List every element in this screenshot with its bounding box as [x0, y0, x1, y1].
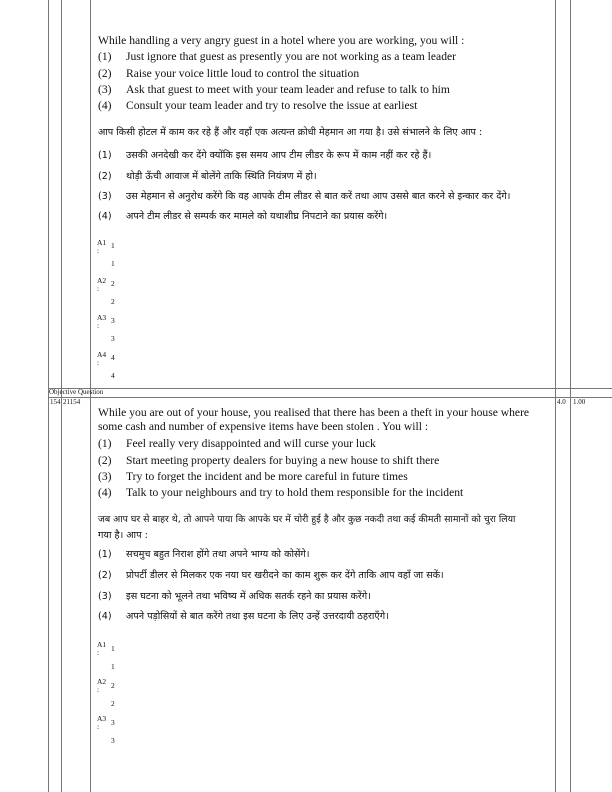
- question-text-line-2: some cash and number of expensive items have been stolen . You will :: [98, 420, 429, 433]
- marks: 4.0: [557, 398, 566, 406]
- question-text: While handling a very angry guest in a hotel where you are working, you will :: [98, 34, 465, 47]
- hindi-option-2: (2) प्रोपर्टी डीलर से मिलकर एक नया घर खरीदने का काम शुरू कर देंगे ताकि आप वहाँ जा सकें।: [98, 570, 444, 581]
- option-1: (1) Feel really very disappointed and will curse your luck: [98, 437, 376, 450]
- option-1: (1) Just ignore that guest as presently you are not working as a team leader: [98, 50, 457, 63]
- answer-value: 3: [111, 334, 115, 343]
- serial-number: 154: [50, 398, 61, 406]
- answer-colon: :: [97, 685, 100, 694]
- hindi-option-2: (2) थोड़ी ऊँची आवाज में बोलेंगे ताकि स्थिति नियंत्रण में हो।: [98, 171, 317, 182]
- hindi-option-3: (3) इस घटना को भूलने तथा भविष्य में अधिक सतर्क रहने का प्रयास करेंगे।: [98, 591, 371, 602]
- answer-label-a3: A3: [97, 313, 107, 322]
- answer-colon: :: [97, 648, 100, 657]
- table-border-left: [48, 0, 49, 792]
- question-text-line-1: While you are out of your house, you realised that there has been a theft in your house where: [98, 406, 530, 419]
- answer-value: 4: [111, 353, 115, 362]
- hindi-option-3: (3) उस मेहमान से अनुरोध करेंगे कि वह आपके टीम लीडर से बात करें तथा आप उससे बात करने से इन्कार कर देंगे।: [98, 191, 511, 202]
- hindi-option-4: (4) अपने टीम लीडर से सम्पर्क कर मामले को यथाशीघ्र निपटाने का प्रयास करेंगे।: [98, 211, 388, 222]
- option-3: (3) Try to forget the incident and be more careful in future times: [98, 470, 408, 483]
- question-id: 21154: [63, 398, 81, 406]
- answer-value: 1: [111, 662, 115, 671]
- option-4: (4) Consult your team leader and try to resolve the issue at earliest: [98, 99, 418, 112]
- answer-value: 1: [111, 241, 115, 250]
- table-border-sno: [61, 0, 62, 792]
- answer-label-a2: A2: [97, 276, 107, 285]
- answer-value: 3: [111, 736, 115, 745]
- answer-colon: :: [97, 321, 100, 330]
- answer-colon: :: [97, 358, 100, 367]
- answer-label-a4: A4: [97, 350, 107, 359]
- answer-value: 2: [111, 297, 115, 306]
- hindi-option-1: (1) उसकी अनदेखी कर देंगे क्योंकि इस समय आप टीम लीडर के रूप में काम नहीं कर रहे हैं।: [98, 150, 432, 161]
- option-4: (4) Talk to your neighbours and try to hold them responsible for the incident: [98, 486, 464, 499]
- hindi-option-4: (4) अपने पड़ोसियों से बात करेंगे तथा इस घटना के लिए उन्हें उत्तरदायी ठहराएँगे।: [98, 611, 389, 622]
- section-label: Objective Question: [49, 388, 104, 396]
- row-divider-top: [48, 388, 612, 389]
- answer-value: 3: [111, 718, 115, 727]
- answer-label-a1: A1: [97, 640, 107, 649]
- hindi-question-line-2: गया है। आप :: [98, 530, 148, 541]
- answer-value: 2: [111, 699, 115, 708]
- table-border-content: [555, 0, 556, 792]
- answer-colon: :: [97, 722, 100, 731]
- answer-value: 3: [111, 316, 115, 325]
- table-border-qid: [90, 0, 91, 792]
- negative-marks: 1.00: [573, 398, 586, 406]
- hindi-question-text: आप किसी होटल में काम कर रहे हैं और वहाँ एक अत्यन्त क्रोधी मेहमान आ गया है। उसे संभालने के लिए आप :: [98, 127, 483, 138]
- answer-value: 1: [111, 259, 115, 268]
- option-2: (2) Raise your voice little loud to control the situation: [98, 67, 360, 80]
- answer-label-a3: A3: [97, 714, 107, 723]
- option-3: (3) Ask that guest to meet with your team leader and refuse to talk to him: [98, 83, 450, 96]
- hindi-option-1: (1) सचमुच बहुत निराश होंगे तथा अपने भाग्य को कोसेंगे।: [98, 549, 310, 560]
- row-divider-bottom: [48, 397, 612, 398]
- hindi-question-line-1: जब आप घर से बाहर थे, तो आपने पाया कि आपके घर में चोरी हुई है और कुछ नकदी तथा कई कीमती सामानों को चुरा लिया: [98, 514, 516, 525]
- answer-value: 2: [111, 681, 115, 690]
- answer-value: 1: [111, 644, 115, 653]
- answer-value: 4: [111, 371, 115, 380]
- answer-colon: :: [97, 284, 100, 293]
- answer-colon: :: [97, 246, 100, 255]
- answer-label-a1: A1: [97, 238, 107, 247]
- answer-label-a2: A2: [97, 677, 107, 686]
- table-border-marks: [570, 0, 571, 792]
- option-2: (2) Start meeting property dealers for buying a new house to shift there: [98, 454, 440, 467]
- answer-value: 2: [111, 279, 115, 288]
